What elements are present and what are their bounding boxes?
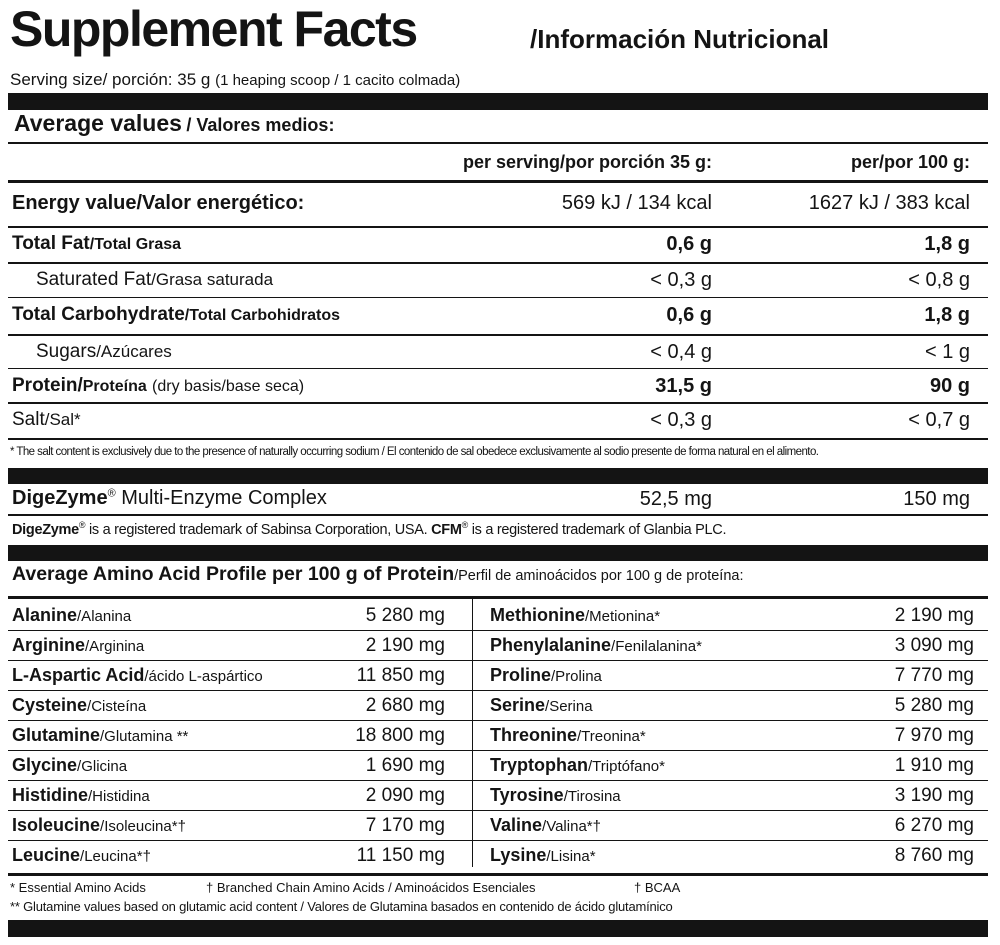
amino-name: Phenylalanine/Fenilalanina*: [490, 635, 702, 655]
footnote-glutamine: ** Glutamine values based on glutamic acid content / Valores de Glutamina basados en contenido de ácido glutamínico: [10, 899, 673, 914]
amino-name: Isoleucine/Isoleucina*†: [12, 815, 186, 835]
amino-name: Tryptophan/Triptófano*: [490, 755, 665, 775]
divider: [8, 514, 988, 516]
amino-value: 7 170 mg: [365, 815, 445, 836]
amino-name: Lysine/Lisina*: [490, 845, 596, 865]
amino-name: Methionine/Metionina*: [490, 605, 661, 625]
amino-row: [0, 601, 1000, 631]
amino-row: [0, 841, 1000, 871]
nutrient-per100-value: 1627 kJ / 383 kcal: [808, 192, 970, 214]
amino-value: 2 680 mg: [365, 695, 445, 716]
nutrient-row: [0, 334, 1000, 368]
bottom-bar: [8, 920, 988, 937]
amino-value: 3 090 mg: [894, 635, 974, 656]
divider: [8, 873, 988, 876]
amino-row: [0, 751, 1000, 781]
col-100g: per/por 100 g:: [850, 152, 970, 172]
nutrient-per100-value: < 0,8 g: [908, 269, 970, 291]
amino-value: 5 280 mg: [894, 695, 974, 716]
nutrient-row: [0, 368, 1000, 402]
amino-name: Proline/Prolina: [490, 665, 602, 685]
footnote-branched: † Branched Chain Amino Acids / Aminoácidos Esenciales: [206, 880, 536, 895]
amino-name: Serine/Serina: [490, 695, 593, 715]
amino-value: 1 910 mg: [894, 755, 974, 776]
footnote-essential: * Essential Amino Acids: [10, 880, 146, 895]
enzyme-name: DigeZyme® Multi-Enzyme Complex: [12, 487, 327, 509]
amino-name: Cysteine/Cisteína: [12, 695, 147, 715]
nutrient-per100-value: 90 g: [929, 375, 970, 397]
nutrient-name: Total Carbohydrate/Total Carbohidratos: [12, 304, 341, 325]
nutrient-serving-value: < 0,3 g: [650, 409, 712, 431]
amino-value: 8 760 mg: [894, 845, 974, 866]
nutrient-name: Total Fat/Total Grasa: [12, 233, 182, 254]
enzyme-per100: 150 mg: [903, 488, 970, 510]
amino-row: [0, 781, 1000, 811]
nutrient-serving-value: 31,5 g: [655, 375, 712, 397]
nutrient-row: [0, 402, 1000, 438]
amino-value: 1 690 mg: [365, 755, 445, 776]
amino-value: 18 800 mg: [355, 725, 445, 746]
nutrient-serving-value: 0,6 g: [666, 233, 712, 255]
nutrient-name: Saturated Fat/Grasa saturada: [36, 269, 274, 290]
divider: [8, 438, 988, 440]
amino-name: Glutamine/Glutamina **: [12, 725, 189, 745]
amino-value: 7 970 mg: [894, 725, 974, 746]
amino-row: [0, 631, 1000, 661]
amino-name: Histidine/Histidina: [12, 785, 150, 805]
amino-row: [0, 811, 1000, 841]
amino-name: Leucine/Leucina*†: [12, 845, 151, 865]
amino-name: Alanine/Alanina: [12, 605, 132, 625]
nutrient-per100-value: < 1 g: [924, 341, 970, 363]
enzyme-serving: 52,5 mg: [639, 488, 712, 510]
amino-value: 6 270 mg: [894, 815, 974, 836]
section-bar: [8, 545, 988, 561]
nutrient-name: Energy value/Valor energético:: [12, 192, 305, 214]
nutrient-name: Salt/Sal*: [12, 409, 81, 430]
amino-name: Threonine/Treonina*: [490, 725, 646, 745]
nutrient-serving-value: 0,6 g: [666, 304, 712, 326]
nutrient-per100-value: 1,8 g: [924, 304, 970, 326]
amino-value: 5 280 mg: [365, 605, 445, 626]
salt-note: * The salt content is exclusively due to the presence of naturally occurring sodium / El contenido de sal obedece exclusivamente al sodio presente de forma natural en el alimento.: [10, 446, 819, 458]
amino-value: 11 850 mg: [356, 665, 445, 686]
amino-name: Tyrosine/Tirosina: [490, 785, 621, 805]
nutrient-row: [0, 297, 1000, 334]
amino-row: [0, 721, 1000, 751]
average-heading: Average values / Valores medios:: [14, 110, 335, 136]
nutrient-row: [0, 183, 1000, 226]
amino-row: [0, 691, 1000, 721]
nutrient-row: [0, 262, 1000, 297]
amino-name: Arginine/Arginina: [12, 635, 145, 655]
nutrient-name: Sugars/Azúcares: [36, 341, 172, 362]
amino-value: 2 190 mg: [894, 605, 974, 626]
nutrient-row: [0, 226, 1000, 262]
nutrient-per100-value: 1,8 g: [924, 233, 970, 255]
amino-name: Valine/Valina*†: [490, 815, 601, 835]
amino-name: L-Aspartic Acid/ácido L-aspártico: [12, 665, 263, 685]
amino-value: 7 770 mg: [894, 665, 974, 686]
nutrient-serving-value: 569 kJ / 134 kcal: [561, 192, 712, 214]
serving-size: Serving size/ porción: 35 g (1 heaping scoop / 1 cacito colmada): [10, 70, 461, 89]
amino-value: 3 190 mg: [894, 785, 974, 806]
amino-column-divider: [472, 599, 473, 867]
amino-value: 11 150 mg: [356, 845, 445, 866]
top-bar: [8, 93, 988, 110]
nutrient-name: Protein/Proteína (dry basis/base seca): [12, 375, 305, 396]
nutrient-per100-value: < 0,7 g: [908, 409, 970, 431]
col-serving: per serving/por porción 35 g:: [462, 152, 712, 172]
title-es: /Información Nutricional: [530, 24, 830, 54]
nutrient-serving-value: < 0,4 g: [650, 341, 712, 363]
nutrient-serving-value: < 0,3 g: [650, 269, 712, 291]
title: Supplement Facts: [10, 1, 417, 57]
amino-row: [0, 661, 1000, 691]
trademark-note: DigeZyme® is a registered trademark of Sabinsa Corporation, USA. CFM® is a registered trademark of Glanbia PLC.: [12, 520, 727, 538]
divider: [8, 596, 988, 599]
section-bar: [8, 468, 988, 484]
amino-heading: Average Amino Acid Profile per 100 g of Protein/Perfil de aminoácidos por 100 g de proteína:: [12, 563, 744, 585]
footnote-bcaa: † BCAA: [634, 880, 681, 895]
amino-name: Glycine/Glicina: [12, 755, 128, 775]
amino-value: 2 090 mg: [365, 785, 445, 806]
amino-value: 2 190 mg: [365, 635, 445, 656]
divider: [8, 142, 988, 144]
